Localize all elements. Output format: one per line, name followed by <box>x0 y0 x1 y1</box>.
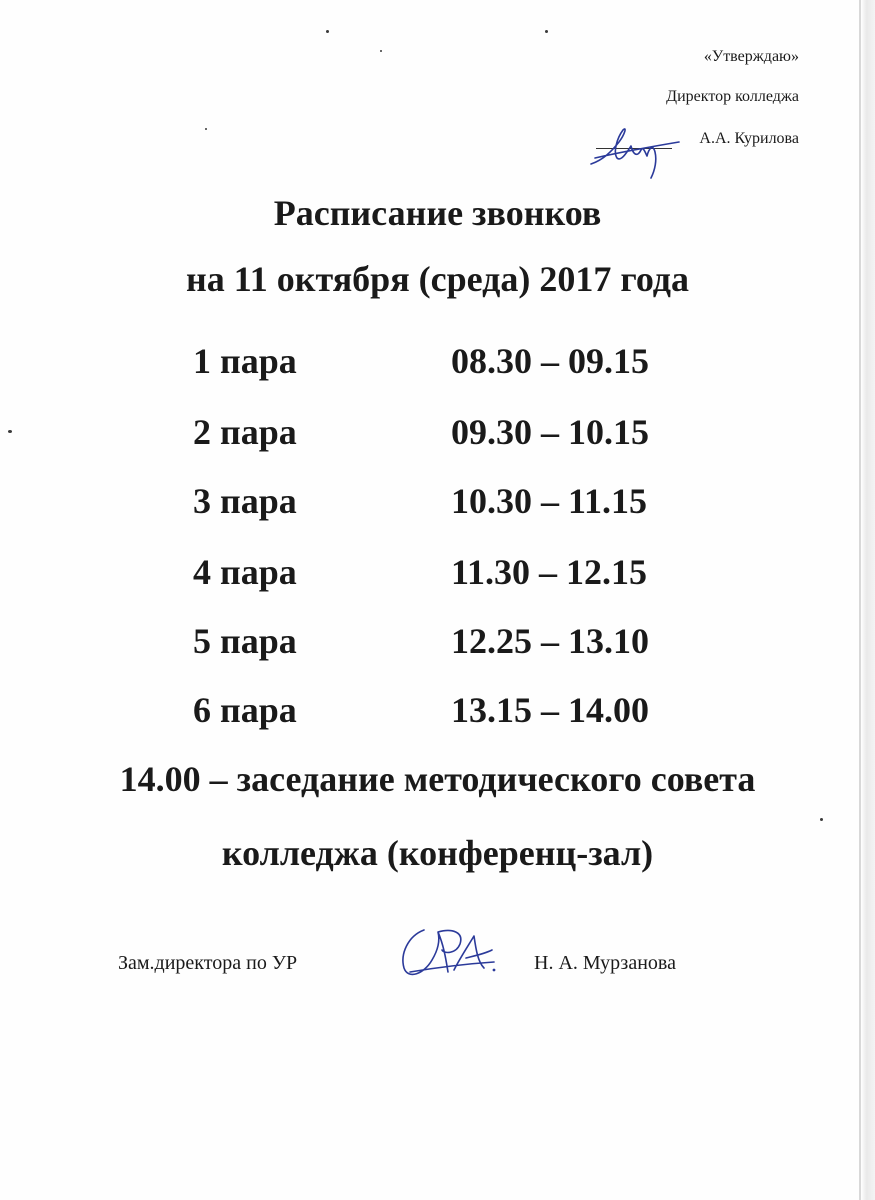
pair-time: 12.25 – 13.10 <box>451 621 649 661</box>
schedule-row <box>0 551 875 595</box>
pair-time: 11.30 – 12.15 <box>451 552 648 592</box>
deputy-signature <box>394 910 504 990</box>
approval-heading: «Утверждаю» <box>703 48 799 65</box>
scan-edge <box>861 0 875 1200</box>
deputy-role: Зам.директора по УР <box>118 952 298 974</box>
pair-label: 2 пара <box>193 412 297 452</box>
scan-speck <box>380 50 382 52</box>
pair-time: 10.30 – 11.15 <box>451 481 648 521</box>
page-title: Расписание звонков <box>273 193 602 233</box>
deputy-name: Н. А. Мурзанова <box>534 952 676 974</box>
schedule-row <box>0 480 875 524</box>
pair-time: 08.30 – 09.15 <box>451 341 649 381</box>
schedule-row <box>0 689 875 733</box>
scan-speck <box>820 818 823 821</box>
page-subtitle: на 11 октября (среда) 2017 года <box>186 259 689 299</box>
pair-time: 09.30 – 10.15 <box>451 412 649 452</box>
pair-time: 13.15 – 14.00 <box>451 690 649 730</box>
schedule-row <box>0 411 875 455</box>
director-signature <box>583 112 693 184</box>
pair-label: 6 пара <box>193 690 297 730</box>
scan-speck <box>205 128 207 130</box>
pair-label: 4 пара <box>193 552 297 592</box>
schedule-row <box>0 620 875 664</box>
approval-name: А.А. Курилова <box>699 130 799 147</box>
scan-edge-line <box>859 0 861 1200</box>
meeting-note: 14.00 – заседание методического совета <box>119 759 756 799</box>
scan-speck <box>326 30 329 33</box>
scan-speck <box>545 30 548 33</box>
pair-label: 1 пара <box>193 341 297 381</box>
pair-label: 3 пара <box>193 481 297 521</box>
pair-label: 5 пара <box>193 621 297 661</box>
approval-position: Директор колледжа <box>666 88 799 105</box>
schedule-row <box>0 340 875 384</box>
meeting-note-location: колледжа (конференц-зал) <box>221 833 654 873</box>
